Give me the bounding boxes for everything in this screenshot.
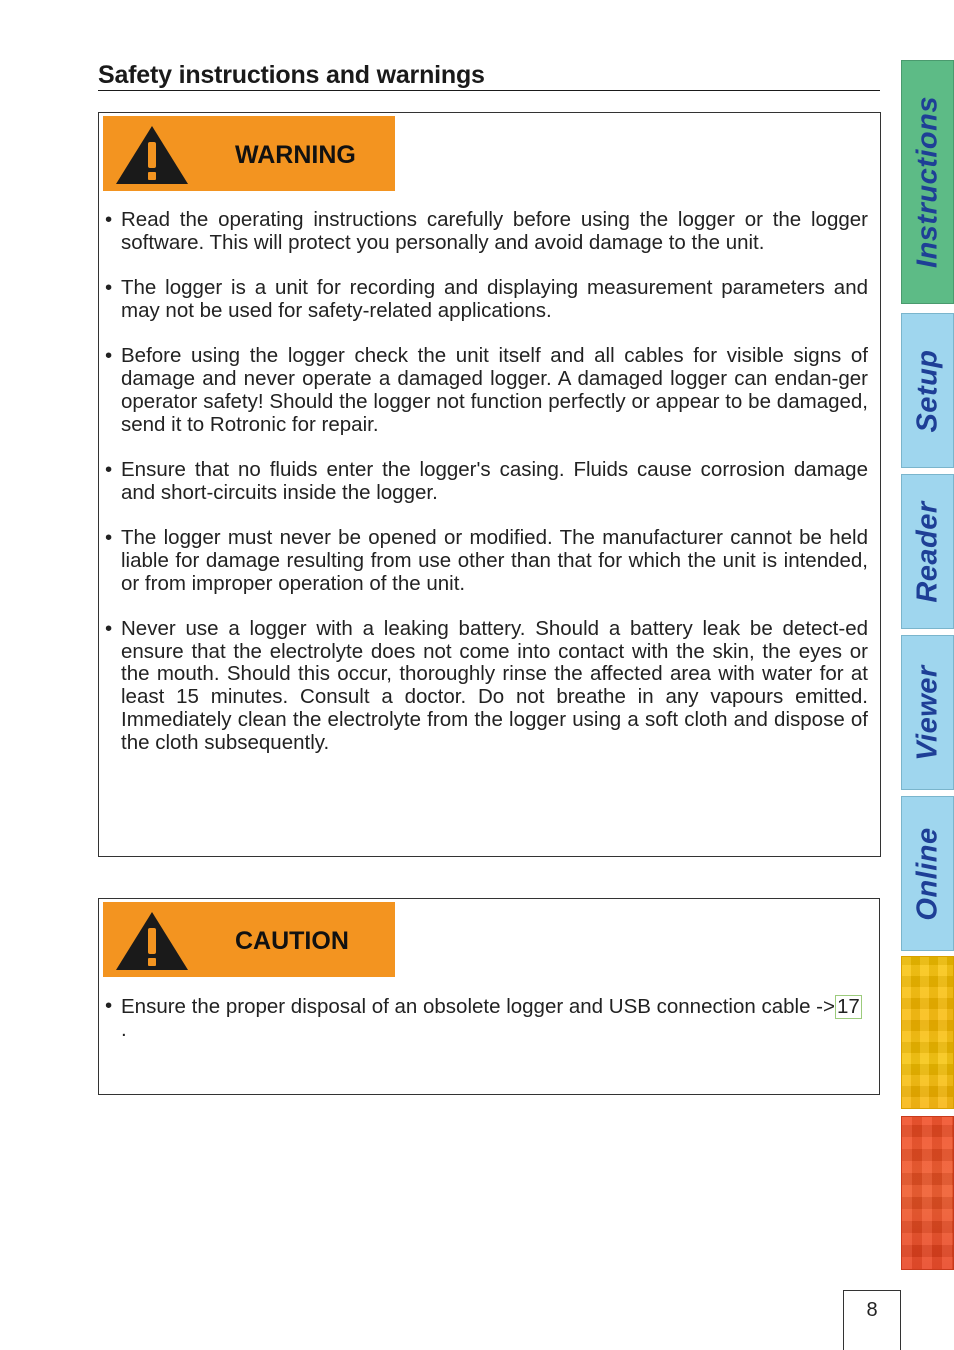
tab-online[interactable] bbox=[901, 796, 954, 951]
caution-box bbox=[98, 898, 880, 1095]
tab-yellow-section[interactable] bbox=[901, 956, 954, 1109]
tab-label: Setup bbox=[911, 348, 943, 433]
caution-item-end: . bbox=[121, 1018, 127, 1041]
list-item: • The logger is a unit for recording and displaying measurement parameters and may not be used for safety-related applications. bbox=[105, 277, 868, 323]
list-item: • The logger must never be opened or modified. The manufacturer cannot be held liable for damage resulting from use other than that for which the unit is intended, or from improper operation of the unit. bbox=[105, 527, 868, 595]
page-number: 8 bbox=[866, 1299, 878, 1321]
warning-label: WARNING bbox=[235, 141, 356, 169]
warning-banner bbox=[103, 116, 395, 191]
caution-list bbox=[105, 995, 867, 1064]
list-item bbox=[105, 995, 867, 1042]
list-item: • Read the operating instructions carefully before using the logger or the logger software. This will protect you personally and avoid damage to the unit. bbox=[105, 209, 868, 255]
tab-red-section[interactable] bbox=[901, 1116, 954, 1270]
list-item: • Never use a logger with a leaking battery. Should a battery leak be detect-ed ensure that the electrolyte does not come into contact with the skin, the eyes or the mouth. Should this occur, thoroughly rinse the affected area with water for at least 15 minutes. Consult a doctor. Do not breathe in any vapours emitted. Immediately clean the electrolyte from the logger using a soft cloth and dispose of the cloth subsequently. bbox=[105, 618, 868, 755]
caution-banner bbox=[103, 902, 395, 977]
page-number-box bbox=[843, 1290, 901, 1350]
tab-label: Online bbox=[911, 826, 943, 921]
tab-setup[interactable] bbox=[901, 313, 954, 468]
tab-label: Reader bbox=[911, 500, 943, 603]
list-item: • Before using the logger check the unit itself and all cables for visible signs of damage and never operate a damaged logger. A damaged logger can endan-ger operator safety! Should the logger not function perfectly or appear to be damaged, send it to Rotronic for repair. bbox=[105, 345, 868, 436]
tab-reader[interactable] bbox=[901, 474, 954, 629]
tab-label: Viewer bbox=[911, 664, 943, 761]
warning-box bbox=[98, 112, 881, 857]
list-item: • Ensure that no fluids enter the logger's casing. Fluids cause corrosion damage and short-circuits inside the logger. bbox=[105, 459, 868, 505]
tab-label: Instructions bbox=[911, 96, 943, 268]
caution-label: CAUTION bbox=[235, 927, 349, 955]
page-reference-link[interactable]: 17 bbox=[836, 995, 860, 1018]
tab-viewer[interactable] bbox=[901, 635, 954, 790]
tab-instructions[interactable] bbox=[901, 60, 954, 304]
warning-list bbox=[105, 209, 868, 777]
page-title: Safety instructions and warnings bbox=[98, 60, 880, 91]
caution-triangle-icon bbox=[114, 910, 190, 972]
caution-item-text: Ensure the proper disposal of an obsolete logger and USB connection cable -> bbox=[121, 995, 835, 1018]
warning-triangle-icon bbox=[114, 124, 190, 186]
